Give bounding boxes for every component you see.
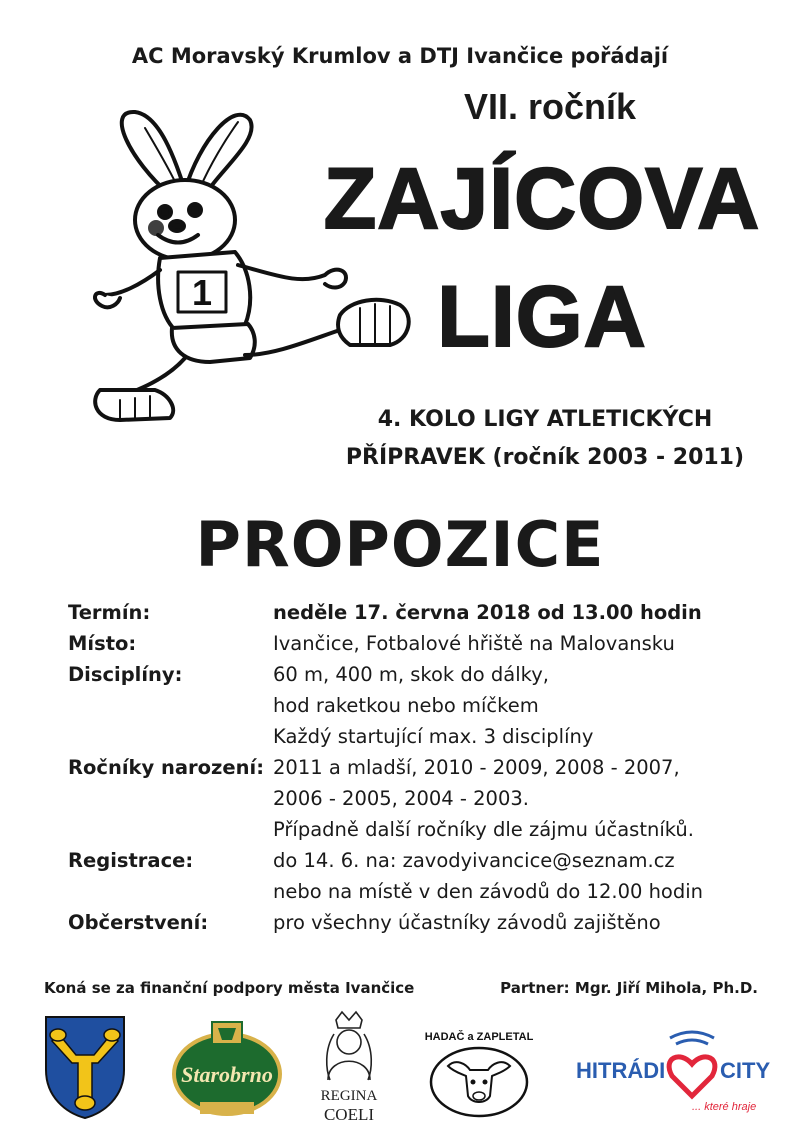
hitradio-city-logo-icon — [574, 1028, 771, 1113]
regina-logo-text-2: COELI — [323, 1105, 375, 1124]
misto-label: Místo: — [68, 632, 137, 655]
misto-value: Ivančice, Fotbalové hřiště na Malovansku — [273, 632, 675, 655]
discipliny-label: Disciplíny: — [68, 663, 183, 686]
detail-row-termin — [68, 597, 768, 628]
registrace-value — [273, 845, 768, 907]
round-line-2: PŘÍPRAVEK (ročník 2003 - 2011) — [345, 445, 745, 470]
registrace-line: nebo na místě v den závodů do 12.00 hodin — [273, 880, 704, 903]
discipliny-line: Každý startující max. 3 disciplíny — [273, 725, 594, 748]
details-table — [68, 597, 768, 938]
hitradio-city-text: CITY — [720, 1058, 771, 1083]
round-line-1: 4. KOLO LIGY ATLETICKÝCH — [377, 407, 713, 432]
rabbit-mascot-icon — [60, 100, 420, 430]
discipliny-value — [273, 659, 768, 752]
detail-row-rocniky — [68, 752, 768, 845]
partner-note: Partner: Mgr. Jiří Mihola, Ph.D. — [500, 979, 758, 997]
rocniky-line: Případně další ročníky dle zájmu účastníků. — [273, 818, 694, 841]
round-info — [320, 401, 770, 477]
obcerstveni-value: pro všechny účastníky závodů zajištěno — [273, 911, 661, 934]
rocniky-line: 2011 a mladší, 2010 - 2009, 2008 - 2007, — [273, 756, 680, 779]
ivancice-coat-of-arms-icon — [44, 1015, 126, 1120]
discipliny-line: 60 m, 400 m, skok do dálky, — [273, 663, 549, 686]
hadac-logo-text: HADAČ a ZAPLETAL — [424, 1031, 534, 1043]
hitradio-logo-text: HITRÁDI — [576, 1058, 666, 1083]
edition-label: VII. ročník — [463, 86, 637, 127]
starobrno-logo-icon — [172, 1020, 282, 1120]
obcerstveni-label: Občerstvení: — [68, 911, 209, 934]
termin-value: neděle 17. června 2018 od 13.00 hodin — [273, 601, 702, 624]
detail-row-misto — [68, 628, 768, 659]
starobrno-logo-text: Starobrno — [181, 1062, 273, 1087]
support-note: Koná se za finanční podpory města Ivančice — [44, 979, 415, 997]
rocniky-line: 2006 - 2005, 2004 - 2003. — [273, 787, 529, 810]
rocniky-label: Ročníky narození: — [68, 756, 264, 779]
hadac-zapletal-logo-icon — [426, 1020, 532, 1120]
detail-row-discipliny — [68, 659, 768, 752]
hitradio-slogan: ... které hraje — [692, 1101, 757, 1113]
title-line-1: ZAJÍCOVA — [323, 151, 761, 247]
organizers-line: AC Moravský Krumlov a DTJ Ivančice pořádají — [131, 44, 669, 68]
title-line-2: LIGA — [437, 269, 647, 365]
discipliny-line: hod raketkou nebo míčkem — [273, 694, 539, 717]
regina-logo-text-1: REGINA — [320, 1088, 378, 1104]
bib-number: 1 — [191, 272, 213, 313]
detail-row-obcerstveni — [68, 907, 768, 938]
regina-coeli-logo-icon — [314, 1010, 384, 1128]
detail-row-registrace — [68, 845, 768, 907]
registrace-label: Registrace: — [68, 849, 194, 872]
registrace-line: do 14. 6. na: zavodyivancice@seznam.cz — [273, 849, 675, 872]
termin-label: Termín: — [68, 601, 151, 624]
propozice-heading: PROPOZICE — [195, 508, 605, 581]
rocniky-value — [273, 752, 768, 845]
